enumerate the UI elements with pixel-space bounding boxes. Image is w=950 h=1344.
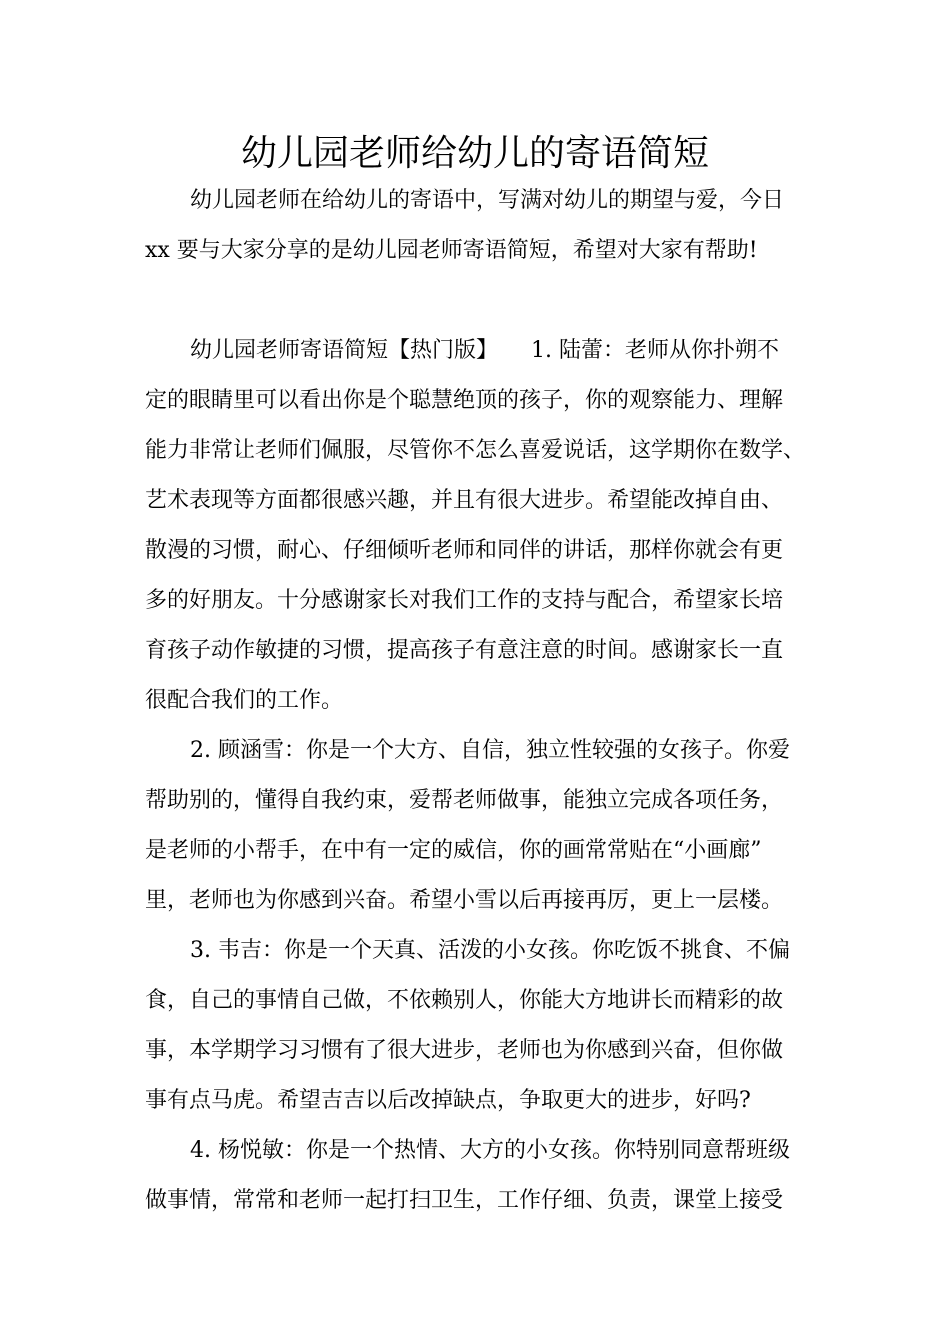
text-line: 做事情，常常和老师一起打扫卫生，工作仔细、负责，课堂上接受 xyxy=(145,1188,784,1213)
page-title: 幼儿园老师给幼儿的寄语简短 xyxy=(240,133,709,174)
text-line: xx 要与大家分享的是幼儿园老师寄语简短，希望对大家有帮助! xyxy=(145,238,758,263)
text-line: 食，自己的事情自己做，不依赖别人，你能大方地讲长而精彩的故 xyxy=(145,988,784,1013)
text-line: 多的好朋友。十分感谢家长对我们工作的支持与配合，希望家长培 xyxy=(145,588,784,613)
text-line: 很配合我们的工作。 xyxy=(145,688,344,713)
text-line: 3. 韦吉：你是一个天真、活泼的小女孩。你吃饭不挑食、不偏 xyxy=(190,938,790,963)
text-line: 散漫的习惯，耐心、仔细倾听老师和同伴的讲话，那样你就会有更 xyxy=(145,538,784,563)
text-line: 里，老师也为你感到兴奋。希望小雪以后再接再厉，更上一层楼。 xyxy=(145,888,784,913)
text-line: 事，本学期学习习惯有了很大进步，老师也为你感到兴奋，但你做 xyxy=(145,1038,784,1063)
text-line: 幼儿园老师寄语简短【热门版】 1. 陆蕾：老师从你扑朔不 xyxy=(190,338,779,363)
text-line: 育孩子动作敏捷的习惯，提高孩子有意注意的时间。感谢家长一直 xyxy=(145,638,784,663)
text-line: 是老师的小帮手，在中有一定的威信，你的画常常贴在“小画廊” xyxy=(145,838,762,863)
text-line: 帮助别的，懂得自我约束，爱帮老师做事，能独立完成各项任务， xyxy=(145,788,784,813)
text-line: 幼儿园老师在给幼儿的寄语中，写满对幼儿的期望与爱，今日 xyxy=(190,188,785,213)
text-line: 2. 顾涵雪：你是一个大方、自信，独立性较强的女孩子。你爱 xyxy=(190,738,790,763)
text-line: 能力非常让老师们佩服，尽管你不怎么喜爱说话，这学期你在数学、 xyxy=(145,438,806,463)
text-line: 事有点马虎。希望吉吉以后改掉缺点，争取更大的进步，好吗? xyxy=(145,1088,751,1113)
text-line: 定的眼睛里可以看出你是个聪慧绝顶的孩子，你的观察能力、理解 xyxy=(145,388,784,413)
text-line: 艺术表现等方面都很感兴趣，并且有很大进步。希望能改掉自由、 xyxy=(145,488,784,513)
text-line: 4. 杨悦敏：你是一个热情、大方的小女孩。你特别同意帮班级 xyxy=(190,1138,790,1163)
